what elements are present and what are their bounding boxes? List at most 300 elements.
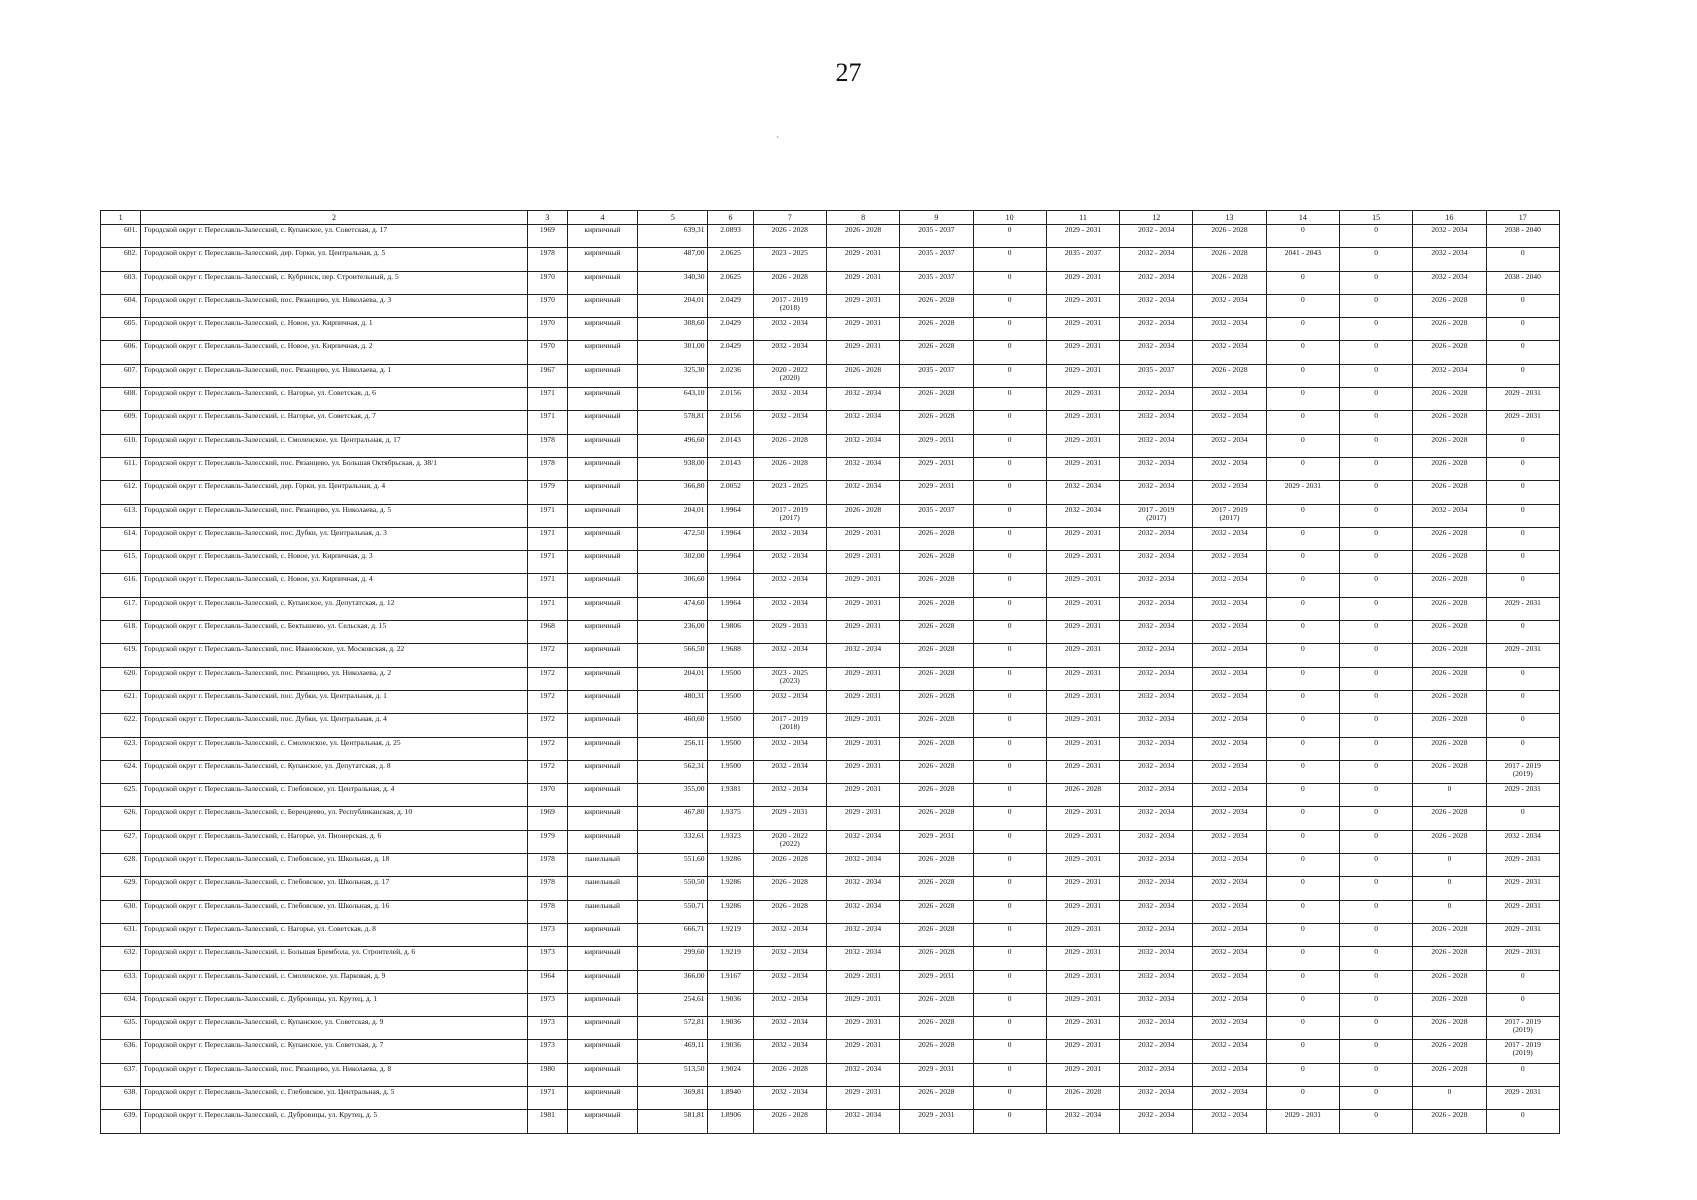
- period-cell: 2032 - 2034: [753, 597, 826, 620]
- period-cell: 0: [1266, 388, 1339, 411]
- period-cell: 2029 - 2031: [1046, 900, 1119, 923]
- address-cell: Городской округ г. Переславль-Залесский, с. Бектышево, ул. Сельская, д. 15: [141, 621, 528, 644]
- period-cell: 0: [973, 481, 1046, 504]
- period-cell: 2032 - 2034: [1120, 644, 1193, 667]
- period-cell: 0: [973, 1086, 1046, 1109]
- index-cell: 1.8906: [708, 1110, 753, 1133]
- column-header-10: 10: [973, 211, 1046, 225]
- area-cell: 551,60: [638, 854, 708, 877]
- period-cell: 2032 - 2034: [1120, 434, 1193, 457]
- period-cell: 0: [1266, 411, 1339, 434]
- period-cell: 2032 - 2034: [1193, 551, 1266, 574]
- period-cell: 2032 - 2034: [1413, 364, 1486, 387]
- period-cell: 2032 - 2034: [1193, 784, 1266, 807]
- wall-material-cell: кирпичный: [567, 714, 637, 737]
- period-cell: 2032 - 2034: [753, 1017, 826, 1040]
- address-cell: Городской округ г. Переславль-Залесский, с. Нагорье, ул. Советская, д. 6: [141, 388, 528, 411]
- period-cell: 2026 - 2028: [1413, 481, 1486, 504]
- address-cell: Городской округ г. Переславль-Залесский, с. Глебовское, ул. Школьная, д. 16: [141, 900, 528, 923]
- period-cell: 0: [973, 923, 1046, 946]
- period-cell: 2026 - 2028: [900, 760, 973, 783]
- period-cell: 2026 - 2028: [1413, 1110, 1486, 1133]
- area-cell: 299,60: [638, 947, 708, 970]
- period-cell: 2026 - 2028: [826, 225, 899, 248]
- wall-material-cell: кирпичный: [567, 1086, 637, 1109]
- period-cell: 2032 - 2034: [753, 527, 826, 550]
- table-row: [101, 667, 1560, 690]
- period-cell: 2029 - 2031: [1486, 784, 1559, 807]
- area-cell: 236,00: [638, 621, 708, 644]
- table-row: [101, 1086, 1560, 1109]
- year-cell: 1978: [527, 457, 567, 480]
- address-cell: Городской округ г. Переславль-Залесский, пос. Рязанцево, ул. Николаева, д. 5: [141, 504, 528, 527]
- row-number-cell: 629.: [101, 877, 141, 900]
- period-cell: 2032 - 2034: [1193, 760, 1266, 783]
- period-cell: 0: [1266, 527, 1339, 550]
- row-number-cell: 616.: [101, 574, 141, 597]
- year-cell: 1972: [527, 667, 567, 690]
- year-cell: 1978: [527, 854, 567, 877]
- period-cell: 2026 - 2028: [1413, 621, 1486, 644]
- year-cell: 1973: [527, 923, 567, 946]
- period-cell: 2032 - 2034: [1193, 970, 1266, 993]
- wall-material-cell: кирпичный: [567, 248, 637, 271]
- period-cell: 2032 - 2034: [1193, 341, 1266, 364]
- address-cell: Городской округ г. Переславль-Залесский, с. Дубровицы, ул. Крутец, д. 1: [141, 993, 528, 1016]
- year-cell: 1970: [527, 271, 567, 294]
- period-cell: 2029 - 2031: [1046, 411, 1119, 434]
- period-cell: 0: [973, 504, 1046, 527]
- period-cell: 2029 - 2031: [1046, 621, 1119, 644]
- table-row: [101, 481, 1560, 504]
- period-cell: 0: [1486, 1063, 1559, 1086]
- wall-material-cell: кирпичный: [567, 644, 637, 667]
- period-cell: 2026 - 2028: [900, 551, 973, 574]
- area-cell: 467,80: [638, 807, 708, 830]
- address-cell: Городской округ г. Переславль-Залесский, пос. Рязанцево, ул. Николаева, д. 1: [141, 364, 528, 387]
- row-number-cell: 604.: [101, 294, 141, 317]
- year-cell: 1971: [527, 574, 567, 597]
- area-cell: 550,50: [638, 877, 708, 900]
- area-cell: 578,81: [638, 411, 708, 434]
- address-cell: Городской округ г. Переславль-Залесский, с. Нагорье, ул. Советская, д. 8: [141, 923, 528, 946]
- area-cell: 366,80: [638, 481, 708, 504]
- period-cell: 2032 - 2034: [1193, 1017, 1266, 1040]
- column-header-6: 6: [708, 211, 753, 225]
- period-cell: 0: [1340, 411, 1413, 434]
- index-cell: 2.0236: [708, 364, 753, 387]
- table-row: [101, 318, 1560, 341]
- period-cell: 2029 - 2031: [826, 318, 899, 341]
- period-cell: 2026 - 2028: [753, 457, 826, 480]
- year-cell: 1972: [527, 737, 567, 760]
- row-number-cell: 630.: [101, 900, 141, 923]
- period-cell: 2032 - 2034: [1120, 248, 1193, 271]
- period-cell: 0: [1340, 551, 1413, 574]
- period-cell: 0: [1486, 457, 1559, 480]
- column-header-1: 1: [101, 211, 141, 225]
- period-cell: 0: [1340, 341, 1413, 364]
- period-cell: 2029 - 2031: [1046, 341, 1119, 364]
- row-number-cell: 624.: [101, 760, 141, 783]
- period-cell: 2032 - 2034: [1046, 481, 1119, 504]
- period-cell: 2032 - 2034: [1120, 1063, 1193, 1086]
- period-cell: 2032 - 2034: [1120, 970, 1193, 993]
- period-cell: 0: [1340, 457, 1413, 480]
- wall-material-cell: кирпичный: [567, 457, 637, 480]
- area-cell: 496,60: [638, 434, 708, 457]
- address-cell: Городской округ г. Переславль-Залесский, пос. Дубки, ул. Центральная, д. 4: [141, 714, 528, 737]
- column-header-13: 13: [1193, 211, 1266, 225]
- year-cell: 1981: [527, 1110, 567, 1133]
- area-cell: 581,81: [638, 1110, 708, 1133]
- period-cell: 2032 - 2034: [753, 690, 826, 713]
- period-cell: 2029 - 2031: [826, 993, 899, 1016]
- year-cell: 1971: [527, 527, 567, 550]
- period-cell: 0: [1340, 970, 1413, 993]
- row-number-cell: 603.: [101, 271, 141, 294]
- row-number-cell: 618.: [101, 621, 141, 644]
- period-cell: 2032 - 2034: [753, 551, 826, 574]
- address-cell: Городской округ г. Переславль-Залесский, пос. Дубки, ул. Центральная, д. 3: [141, 527, 528, 550]
- period-cell: 2029 - 2031: [1046, 457, 1119, 480]
- row-number-cell: 611.: [101, 457, 141, 480]
- row-number-cell: 625.: [101, 784, 141, 807]
- period-cell: 2032 - 2034: [826, 877, 899, 900]
- period-cell: 2026 - 2028: [1413, 527, 1486, 550]
- period-cell: 2023 - 2025 (2023): [753, 667, 826, 690]
- row-number-cell: 601.: [101, 225, 141, 248]
- year-cell: 1971: [527, 551, 567, 574]
- period-cell: 2032 - 2034: [1120, 527, 1193, 550]
- period-cell: 0: [1266, 1017, 1339, 1040]
- period-cell: 0: [1340, 434, 1413, 457]
- year-cell: 1970: [527, 294, 567, 317]
- period-cell: 2026 - 2028: [1413, 574, 1486, 597]
- period-cell: 2032 - 2034: [826, 1063, 899, 1086]
- period-cell: 2029 - 2031: [1046, 923, 1119, 946]
- wall-material-cell: кирпичный: [567, 318, 637, 341]
- period-cell: 0: [1486, 737, 1559, 760]
- period-cell: 2029 - 2031: [1486, 854, 1559, 877]
- table-row: [101, 574, 1560, 597]
- period-cell: 2029 - 2031: [1046, 644, 1119, 667]
- wall-material-cell: кирпичный: [567, 737, 637, 760]
- table-row: [101, 900, 1560, 923]
- table-row: [101, 644, 1560, 667]
- period-cell: 2029 - 2031: [1046, 271, 1119, 294]
- period-cell: 2026 - 2028: [1413, 551, 1486, 574]
- period-cell: 2029 - 2031: [826, 784, 899, 807]
- period-cell: 2029 - 2031: [826, 271, 899, 294]
- year-cell: 1979: [527, 830, 567, 853]
- period-cell: 0: [973, 784, 1046, 807]
- period-cell: 2032 - 2034: [753, 388, 826, 411]
- period-cell: 2026 - 2028: [900, 1017, 973, 1040]
- period-cell: 2029 - 2031: [900, 481, 973, 504]
- period-cell: 0: [1266, 504, 1339, 527]
- period-cell: 0: [1413, 1086, 1486, 1109]
- period-cell: 0: [973, 271, 1046, 294]
- period-cell: 2029 - 2031: [826, 597, 899, 620]
- period-cell: 0: [1486, 341, 1559, 364]
- period-cell: 2032 - 2034: [1193, 900, 1266, 923]
- period-cell: 2029 - 2031: [900, 970, 973, 993]
- period-cell: 0: [973, 318, 1046, 341]
- table-body: [101, 225, 1560, 1134]
- period-cell: 2029 - 2031: [1486, 900, 1559, 923]
- table-row: [101, 294, 1560, 317]
- area-cell: 256,11: [638, 737, 708, 760]
- period-cell: 0: [1266, 947, 1339, 970]
- period-cell: 2029 - 2031: [826, 1040, 899, 1063]
- period-cell: 0: [1486, 714, 1559, 737]
- period-cell: 0: [973, 341, 1046, 364]
- table-row: [101, 434, 1560, 457]
- period-cell: 2023 - 2025: [753, 248, 826, 271]
- period-cell: 2032 - 2034: [1120, 481, 1193, 504]
- index-cell: 1.9500: [708, 714, 753, 737]
- period-cell: 0: [973, 434, 1046, 457]
- index-cell: 1.9167: [708, 970, 753, 993]
- index-cell: 2.0429: [708, 294, 753, 317]
- period-cell: 0: [1486, 993, 1559, 1016]
- period-cell: 0: [1340, 294, 1413, 317]
- period-cell: 0: [973, 225, 1046, 248]
- period-cell: 0: [1340, 900, 1413, 923]
- period-cell: 2032 - 2034: [1120, 667, 1193, 690]
- index-cell: 1.8940: [708, 1086, 753, 1109]
- period-cell: 0: [973, 854, 1046, 877]
- period-cell: 2029 - 2031: [1046, 830, 1119, 853]
- row-number-cell: 619.: [101, 644, 141, 667]
- period-cell: 2032 - 2034: [826, 854, 899, 877]
- period-cell: 2029 - 2031: [826, 341, 899, 364]
- period-cell: 2029 - 2031: [1046, 294, 1119, 317]
- table-row: [101, 527, 1560, 550]
- area-cell: 302,00: [638, 551, 708, 574]
- period-cell: 2026 - 2028: [1413, 667, 1486, 690]
- period-cell: 2032 - 2034: [826, 1110, 899, 1133]
- period-cell: 0: [1486, 667, 1559, 690]
- period-cell: 2029 - 2031: [1046, 225, 1119, 248]
- period-cell: 2032 - 2034: [826, 457, 899, 480]
- period-cell: 2029 - 2031: [1046, 993, 1119, 1016]
- year-cell: 1969: [527, 225, 567, 248]
- address-cell: Городской округ г. Переславль-Залесский, с. Купанское, ул. Советская, д. 7: [141, 1040, 528, 1063]
- index-cell: 1.9806: [708, 621, 753, 644]
- row-number-cell: 608.: [101, 388, 141, 411]
- period-cell: 2032 - 2034: [1046, 1110, 1119, 1133]
- period-cell: 0: [1340, 1017, 1413, 1040]
- period-cell: 2017 - 2019 (2017): [1120, 504, 1193, 527]
- period-cell: 0: [1340, 807, 1413, 830]
- table-row: [101, 923, 1560, 946]
- period-cell: 2026 - 2028: [1413, 318, 1486, 341]
- period-cell: 2029 - 2031: [1046, 854, 1119, 877]
- period-cell: 0: [1340, 947, 1413, 970]
- period-cell: 0: [1486, 481, 1559, 504]
- period-cell: 2029 - 2031: [826, 294, 899, 317]
- period-cell: 0: [1486, 621, 1559, 644]
- wall-material-cell: кирпичный: [567, 527, 637, 550]
- period-cell: 0: [1340, 527, 1413, 550]
- area-cell: 938,00: [638, 457, 708, 480]
- period-cell: 0: [1340, 225, 1413, 248]
- year-cell: 1971: [527, 388, 567, 411]
- period-cell: 0: [1486, 434, 1559, 457]
- period-cell: 2026 - 2028: [1413, 341, 1486, 364]
- period-cell: 2029 - 2031: [1046, 760, 1119, 783]
- index-cell: 1.9500: [708, 690, 753, 713]
- wall-material-cell: кирпичный: [567, 481, 637, 504]
- period-cell: 0: [1413, 877, 1486, 900]
- period-cell: 2032 - 2034: [1120, 318, 1193, 341]
- period-cell: 2032 - 2034: [1193, 411, 1266, 434]
- period-cell: 2032 - 2034: [1120, 294, 1193, 317]
- period-cell: 2029 - 2031: [826, 760, 899, 783]
- period-cell: 0: [1266, 1063, 1339, 1086]
- table-row: [101, 551, 1560, 574]
- period-cell: 2032 - 2034: [1193, 1040, 1266, 1063]
- period-cell: 0: [973, 1110, 1046, 1133]
- period-cell: 2032 - 2034: [1120, 457, 1193, 480]
- period-cell: 2029 - 2031: [1046, 1063, 1119, 1086]
- period-cell: 0: [973, 667, 1046, 690]
- period-cell: 0: [1266, 993, 1339, 1016]
- period-cell: 0: [973, 807, 1046, 830]
- period-cell: 2029 - 2031: [826, 970, 899, 993]
- period-cell: 2026 - 2028: [900, 318, 973, 341]
- period-cell: 2029 - 2031: [1486, 877, 1559, 900]
- period-cell: 2032 - 2034: [1120, 574, 1193, 597]
- table-row: [101, 1017, 1560, 1040]
- period-cell: 2032 - 2034: [1120, 621, 1193, 644]
- period-cell: 2032 - 2034: [753, 411, 826, 434]
- index-cell: 1.9219: [708, 923, 753, 946]
- period-cell: 0: [1266, 760, 1339, 783]
- area-cell: 643,10: [638, 388, 708, 411]
- year-cell: 1972: [527, 690, 567, 713]
- period-cell: 2032 - 2034: [1486, 830, 1559, 853]
- period-cell: 2032 - 2034: [1193, 294, 1266, 317]
- period-cell: 2029 - 2031: [1266, 481, 1339, 504]
- period-cell: 2026 - 2028: [1413, 457, 1486, 480]
- wall-material-cell: кирпичный: [567, 1017, 637, 1040]
- area-cell: 566,50: [638, 644, 708, 667]
- table-row: [101, 411, 1560, 434]
- period-cell: 2029 - 2031: [826, 527, 899, 550]
- period-cell: 2032 - 2034: [1193, 947, 1266, 970]
- period-cell: 2032 - 2034: [1120, 830, 1193, 853]
- period-cell: 2029 - 2031: [1486, 644, 1559, 667]
- table-row: [101, 947, 1560, 970]
- period-cell: 2026 - 2028: [753, 1063, 826, 1086]
- period-cell: 2032 - 2034: [1193, 714, 1266, 737]
- period-cell: 0: [973, 644, 1046, 667]
- period-cell: 2026 - 2028: [1413, 294, 1486, 317]
- period-cell: 2026 - 2028: [753, 854, 826, 877]
- period-cell: 2032 - 2034: [753, 760, 826, 783]
- period-cell: 0: [1266, 923, 1339, 946]
- period-cell: 2026 - 2028: [753, 877, 826, 900]
- address-cell: Городской округ г. Переславль-Залесский, с. Новое, ул. Кирпичная, д. 4: [141, 574, 528, 597]
- period-cell: 0: [1486, 574, 1559, 597]
- period-cell: 2032 - 2034: [753, 784, 826, 807]
- year-cell: 1973: [527, 1040, 567, 1063]
- period-cell: 2026 - 2028: [1413, 1040, 1486, 1063]
- period-cell: 2026 - 2028: [900, 993, 973, 1016]
- period-cell: 2029 - 2031: [753, 621, 826, 644]
- period-cell: 0: [1266, 854, 1339, 877]
- period-cell: 0: [1486, 504, 1559, 527]
- index-cell: 1.9375: [708, 807, 753, 830]
- area-cell: 366,00: [638, 970, 708, 993]
- period-cell: 2029 - 2031: [826, 1017, 899, 1040]
- period-cell: 2026 - 2028: [1413, 1063, 1486, 1086]
- period-cell: 0: [1340, 1086, 1413, 1109]
- column-header-4: 4: [567, 211, 637, 225]
- row-number-cell: 612.: [101, 481, 141, 504]
- period-cell: 0: [973, 690, 1046, 713]
- table-row: [101, 248, 1560, 271]
- period-cell: 0: [1266, 434, 1339, 457]
- period-cell: 0: [1266, 807, 1339, 830]
- row-number-cell: 607.: [101, 364, 141, 387]
- year-cell: 1972: [527, 760, 567, 783]
- period-cell: 2029 - 2031: [900, 457, 973, 480]
- table-row: [101, 1040, 1560, 1063]
- year-cell: 1970: [527, 318, 567, 341]
- period-cell: 2032 - 2034: [1120, 597, 1193, 620]
- table-row: [101, 457, 1560, 480]
- year-cell: 1972: [527, 644, 567, 667]
- address-cell: Городской округ г. Переславль-Залесский, с. Большая Брембола, ул. Строителей, д. 6: [141, 947, 528, 970]
- column-header-7: 7: [753, 211, 826, 225]
- table-row: [101, 341, 1560, 364]
- wall-material-cell: кирпичный: [567, 1110, 637, 1133]
- year-cell: 1978: [527, 434, 567, 457]
- wall-material-cell: кирпичный: [567, 364, 637, 387]
- period-cell: 0: [1340, 318, 1413, 341]
- period-cell: 2032 - 2034: [826, 388, 899, 411]
- period-cell: 2026 - 2028: [1193, 271, 1266, 294]
- year-cell: 1979: [527, 481, 567, 504]
- period-cell: 0: [1340, 574, 1413, 597]
- row-number-cell: 615.: [101, 551, 141, 574]
- period-cell: 0: [973, 877, 1046, 900]
- period-cell: 0: [973, 714, 1046, 737]
- period-cell: 0: [1266, 294, 1339, 317]
- period-cell: 2032 - 2034: [1120, 737, 1193, 760]
- period-cell: 2029 - 2031: [1046, 434, 1119, 457]
- period-cell: 2032 - 2034: [1193, 1086, 1266, 1109]
- period-cell: 2032 - 2034: [826, 900, 899, 923]
- period-cell: 2017 - 2019 (2018): [753, 714, 826, 737]
- row-number-cell: 606.: [101, 341, 141, 364]
- area-cell: 308,60: [638, 318, 708, 341]
- wall-material-cell: кирпичный: [567, 993, 637, 1016]
- period-cell: 0: [1486, 551, 1559, 574]
- area-cell: 204,01: [638, 667, 708, 690]
- year-cell: 1964: [527, 970, 567, 993]
- period-cell: 2029 - 2031: [826, 1086, 899, 1109]
- index-cell: 2.0625: [708, 271, 753, 294]
- area-cell: 340,30: [638, 271, 708, 294]
- column-header-15: 15: [1340, 211, 1413, 225]
- table-row: [101, 970, 1560, 993]
- period-cell: 2020 - 2022 (2020): [753, 364, 826, 387]
